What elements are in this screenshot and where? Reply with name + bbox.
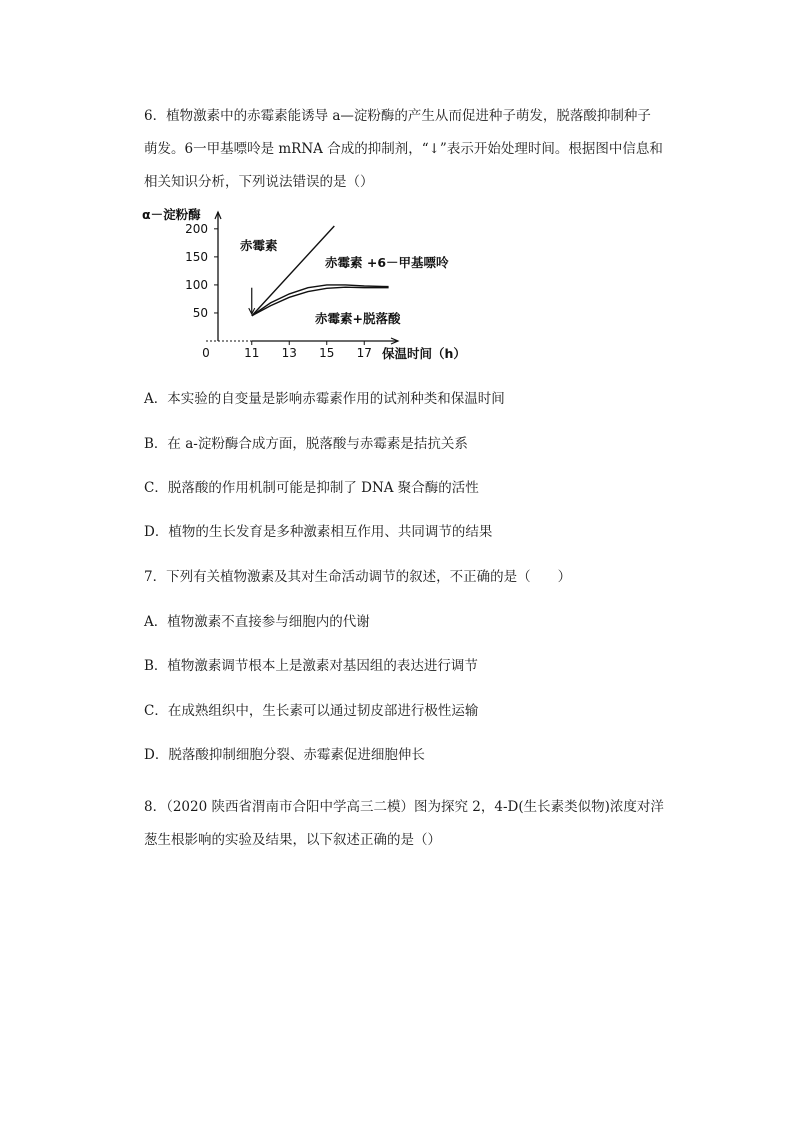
x-tick-label: 15 <box>319 346 335 360</box>
series-label-3: 赤霉素+脱落酸 <box>315 311 401 326</box>
origin-label: 0 <box>202 346 210 360</box>
q7-option-d: D．脱落酸抑制细胞分裂、赤霉素促进细胞伸长 <box>144 747 425 763</box>
x-tick-label: 11 <box>244 346 260 360</box>
x-tick-label: 13 <box>281 346 297 360</box>
y-tick-label: 50 <box>192 305 208 320</box>
chart-ticks <box>185 222 372 360</box>
y-tick-label: 100 <box>185 277 208 292</box>
y-tick-label: 200 <box>185 221 208 236</box>
chart-x-label: 保温时间（h） <box>382 346 466 361</box>
q6-option-c: C．脱落酸的作用机制可能是抑制了 DNA 聚合酶的活性 <box>144 480 479 496</box>
q6-option-a: A．本实验的自变量是影响赤霉素作用的试剂种类和保温时间 <box>144 391 505 407</box>
q7-option-b: B．植物激素调节根本上是激素对基因组的表达进行调节 <box>144 658 478 674</box>
q6-option-d: D．植物的生长发育是多种激素相互作用、共同调节的结果 <box>144 524 493 540</box>
question-8-stem: 8．（2020 陕西省渭南市合阳中学高三二模）图为探究 2，4-D(生长素类似物)浓度对洋葱生根影响的实验及结果，以下叙述正确的是（） <box>144 799 664 848</box>
y-tick-label: 150 <box>185 249 208 264</box>
question-6-stem: 6．植物激素中的赤霉素能诱导 a—淀粉酶的产生从而促进种子萌发，脱落酸抑制种子萌发。6一甲基嘌呤是 mRNA 合成的抑制剂，“↓”表示开始处理时间。根据图中信息和相关知识分析，下列说法错误的是（） <box>144 108 663 190</box>
chart-y-label: α－淀粉酶 <box>142 207 201 222</box>
x-tick-label: 17 <box>356 346 372 360</box>
series-label-2: 赤霉素 +6－甲基嘌呤 <box>325 255 449 270</box>
q7-option-c: C．在成熟组织中，生长素可以通过韧皮部进行极性运输 <box>144 703 479 719</box>
q7-option-a: A．植物激素不直接参与细胞内的代谢 <box>144 614 370 630</box>
q6-option-b: B．在 a-淀粉酶合成方面，脱落酸与赤霉素是拮抗关系 <box>144 436 468 452</box>
question-7-stem: 7．下列有关植物激素及其对生命活动调节的叙述，不正确的是（ ） <box>144 569 572 585</box>
series-label-1: 赤霉素 <box>240 238 278 253</box>
chart-series-labels <box>240 238 449 326</box>
amylase-chart <box>140 200 480 365</box>
